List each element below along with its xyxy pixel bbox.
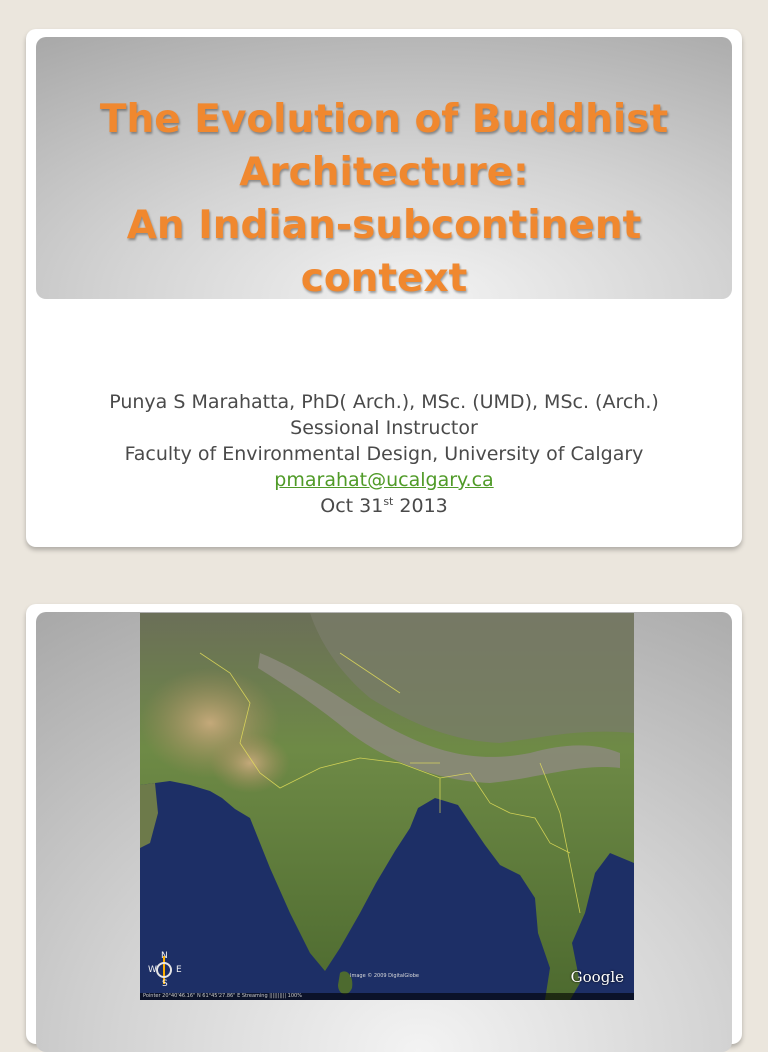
slide-title (36, 93, 732, 305)
title-line: An Indian-subcontinent (126, 203, 642, 248)
map-status-bar (140, 993, 634, 1000)
title-line: context (300, 256, 468, 301)
compass-icon[interactable]: N S W E (148, 951, 182, 989)
satellite-map-graphic (140, 613, 634, 1000)
author-info (26, 389, 742, 519)
author-role: Sessional Instructor (290, 417, 478, 439)
google-logo: Google (570, 968, 624, 986)
title-slide (26, 29, 742, 547)
title-line: Architecture: (239, 150, 529, 195)
email-link[interactable]: pmarahat@ucalgary.ca (274, 469, 494, 491)
map-status-text: Pointer 20°40'46.16" N 61°45'27.86" E Streaming |||||||||| 100% (143, 993, 302, 999)
satellite-map-image (140, 613, 634, 1000)
author-affiliation: Faculty of Environmental Design, University of Calgary (124, 443, 644, 465)
presentation-date (26, 493, 742, 519)
date-day: Oct 31 (320, 495, 384, 517)
title-line: The Evolution of Buddhist (99, 97, 669, 142)
map-slide (26, 604, 742, 1044)
author-name: Punya S Marahatta, PhD( Arch.), MSc. (UMD), MSc. (Arch.) (109, 391, 659, 413)
date-year: 2013 (393, 495, 448, 517)
date-ordinal: st (383, 495, 394, 508)
desert (210, 733, 290, 793)
map-image-credit: Image © 2009 DigitalGlobe (350, 973, 419, 979)
